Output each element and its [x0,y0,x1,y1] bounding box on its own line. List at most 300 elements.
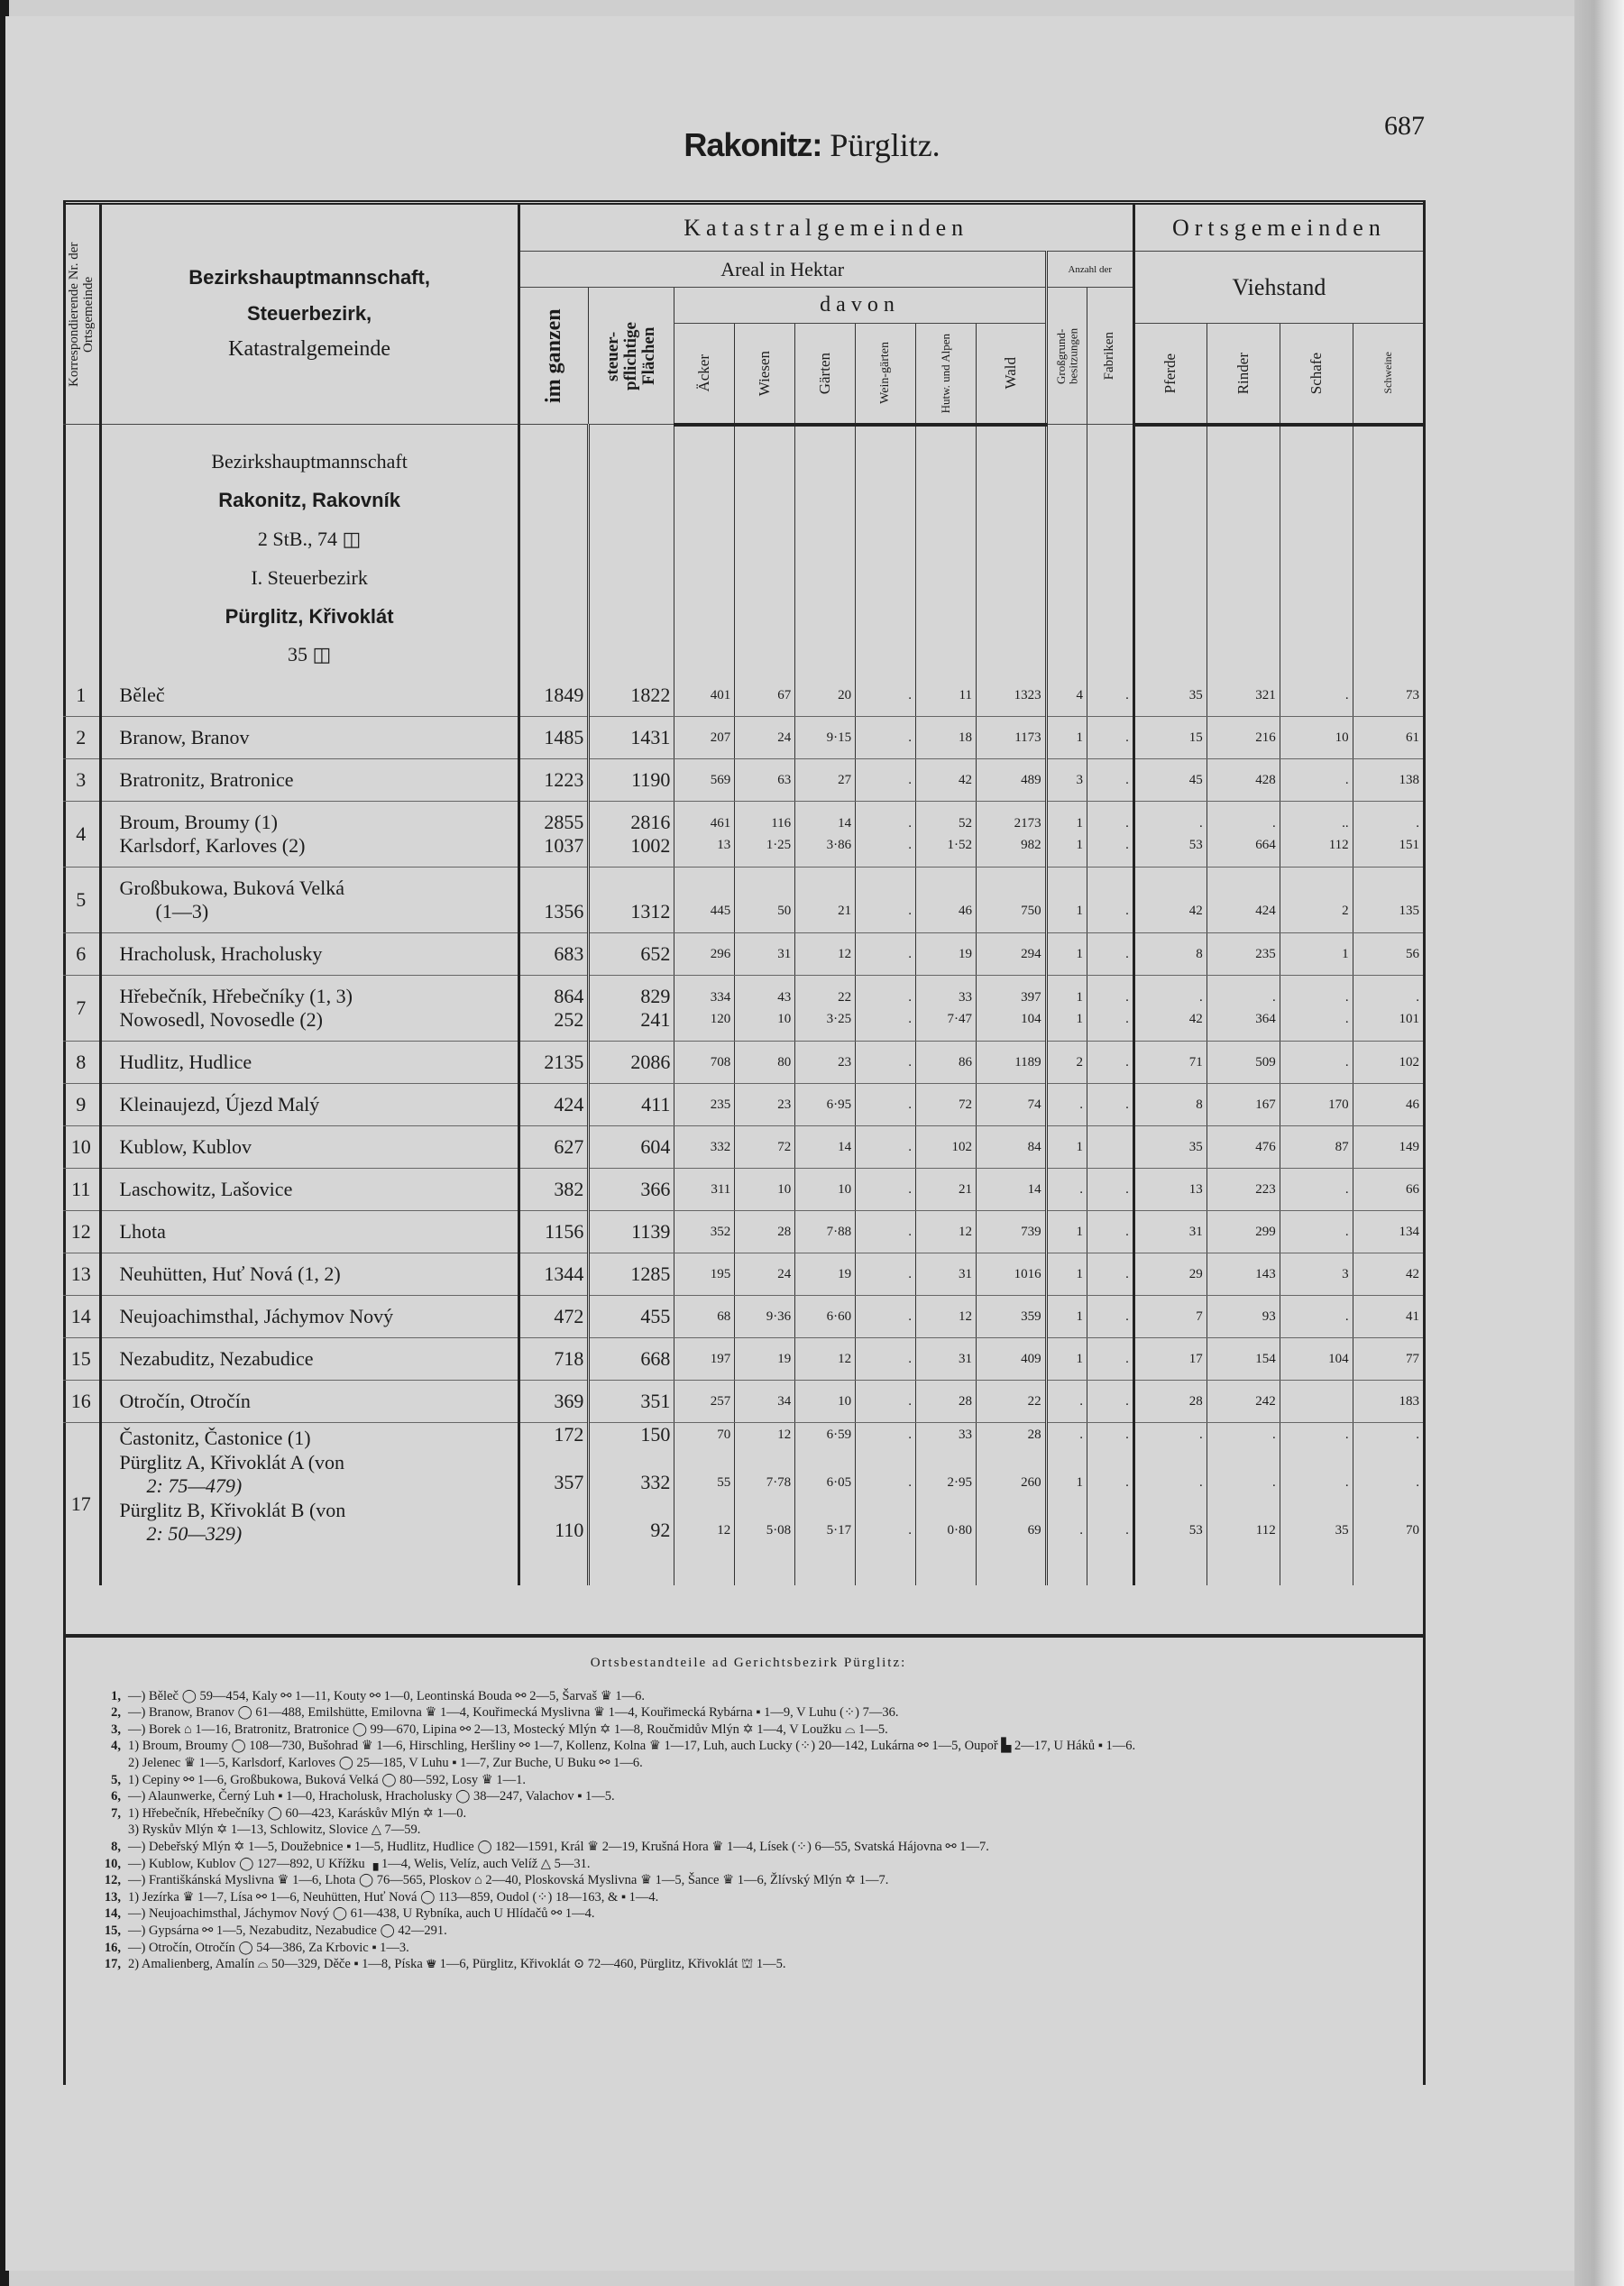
cell-wald [976,802,1046,868]
cell-pferde [1133,976,1207,1042]
cell-value: 116 [771,816,792,831]
cell-grossgrund: 4 [1046,675,1087,717]
cell-im-ganzen: 718 [518,1338,589,1381]
cell-value: 28 [1027,1428,1041,1443]
cell-steuerpflichtig: 1431 [589,717,674,759]
footnote-number: 1, [111,1688,121,1703]
cell-value: 92 [650,1519,671,1542]
cell-value: 150 [640,1423,671,1446]
cell-schweine [1353,802,1423,868]
page-edge [1574,0,1624,2286]
cell-value: 70 [1406,1523,1419,1538]
cell-value [735,878,791,900]
district-intro [100,425,518,675]
row-number: 7 [63,976,100,1042]
footnote-text: —) Kublow, Kublov ◯ 127—892, U Křížku ▗ 1—4, Welis, Velíz, auch Velíž △ 5—31. [128,1856,591,1871]
footnote-item [90,1923,1407,1940]
footnote-item [90,1704,1407,1721]
cell-value [590,877,670,900]
footnote-item [90,1688,1407,1705]
cell-pferde [1133,868,1207,933]
cell-schweine: 73 [1353,675,1423,717]
row-number: 6 [63,933,100,976]
cell-schafe: . [1280,675,1353,717]
cell-value: 104 [1021,1012,1041,1027]
footnote-text: 1) Broum, Broumy ◯ 108—730, Bušohrad ♛ 1—6, Hirschling, Heršliny ⚯ 1—7, Kollenz, Kolna ♛ 1—17, Luh, auch Lucky (⁘) 20—142, Lukárna ⚯ 1—5, Oupoř ▙ 2—17, U Háků ▪ 1—6. [128,1739,1136,1754]
cell-grossgrund: 1 [1046,1296,1087,1338]
row-name [100,1211,518,1253]
cell-schweine [1353,976,1423,1042]
cell-im-ganzen: 369 [518,1381,589,1423]
cell-fabriken [1087,802,1133,868]
cell-value: 6·59 [826,1428,852,1443]
cell-value: . [1344,1428,1349,1443]
cell-aecker: 197 [674,1338,735,1381]
cell-value [1048,878,1083,900]
cell-rinder [1207,868,1280,933]
cell-weingaerten [856,1423,916,1586]
cell-rinder: 143 [1207,1253,1280,1296]
cell-wiesen [735,802,795,868]
cell-rinder: 154 [1207,1338,1280,1381]
footnote-text: —) Branow, Branov ◯ 61—488, Emilshütte, Emilovna ♛ 1—4, Kouřimecká Myslivna ♛ 1—4, Kouřimecká Rybárna ▪ 1—9, V Luhu (⁘) 7—36. [128,1705,899,1721]
footnote-text: —) Debeřský Mlýn ✡ 1—5, Doužebnice ▪ 1—5, Hudlitz, Hudlice ◯ 182—1591, Král ♛ 2—19, Krušná Hora ♛ 1—4, Lísek (⁘) 6—55, Svatská Hájovna ⚯ 1—7. [128,1839,989,1854]
cell-wiesen: 72 [735,1126,795,1169]
cell-hutweiden: 18 [916,717,977,759]
cell-value: 55 [717,1475,731,1491]
cell-value: . [1271,1428,1276,1443]
cell-weingaerten [856,868,916,933]
cell-value: 12 [717,1523,731,1538]
cell-rinder: 321 [1207,675,1280,717]
cell-gaerten: 10 [795,1381,856,1423]
cell-value [795,878,851,900]
cell-aecker [674,868,735,933]
row-name-line: Neujoachimsthal, Jáchymov Nový [119,1305,394,1328]
row-name [100,1084,518,1126]
row-name [100,717,518,759]
cell-value: 53 [1188,838,1203,853]
cell-value: . [1125,1428,1129,1443]
col-header-name: Bezirkshauptmannschaft, Steuerbezirk, Katastralgemeinde [100,203,518,425]
footnote-text: —) Neujoachimsthal, Jáchymov Nový ◯ 61—438, U Rybníka, auch U Hlídačů ⚯ 1—4. [128,1906,595,1922]
row-name-line: Nezabuditz, Nezabudice [119,1347,314,1371]
cell-value: 14 [838,816,852,831]
cell-pferde: 45 [1133,759,1207,802]
row-number: 12 [63,1211,100,1253]
row-number: 3 [63,759,100,802]
cell-aecker: 195 [674,1253,735,1296]
cell-value: 2855 [544,810,584,833]
cell-value: 12 [777,1428,792,1443]
cell-schweine: 183 [1353,1381,1423,1423]
footnote-item [90,1772,1407,1789]
row-name-line: Hracholusk, Hracholusky [119,942,323,966]
intro-tax-district-name: Pürglitz, Křivoklát [225,604,394,628]
cell-value: 0·80 [947,1523,972,1538]
cell-value: 1002 [630,834,671,858]
cell-value [977,878,1041,900]
cell-schafe [1280,1381,1353,1423]
cell-weingaerten: . [856,1253,916,1296]
cell-grossgrund: 1 [1046,1126,1087,1169]
cell-rinder: 167 [1207,1084,1280,1126]
col-header-wiesen: Wiesen [735,324,795,425]
row-name-line: Pürglitz A, Křivoklát A (von [119,1450,345,1474]
cell-fabriken [1087,868,1133,933]
cell-weingaerten: . [856,1169,916,1211]
cell-value: 10 [777,1012,792,1027]
cell-schweine: 42 [1353,1253,1423,1296]
cell-pferde: 35 [1133,675,1207,717]
cell-steuerpflichtig: 366 [589,1169,674,1211]
cell-im-ganzen: 683 [518,933,589,976]
cell-wald: 1173 [976,717,1046,759]
col-group-anzahl: Anzahl der [1046,252,1133,288]
cell-gaerten: 14 [795,1126,856,1169]
footnote-number: 7, [111,1805,121,1821]
cell-value [1135,878,1203,900]
cell-grossgrund: 2 [1046,1042,1087,1084]
cell-value: 5·17 [826,1523,852,1538]
cell-im-ganzen: 382 [518,1169,589,1211]
row-name-line: Neuhütten, Huť Nová (1, 2) [119,1262,341,1286]
footnote-text: —) Gypsárna ⚯ 1—5, Nezabuditz, Nezabudice ◯ 42—291. [128,1923,447,1938]
cell-value: . [1079,1428,1083,1443]
cell-wald: 74 [976,1084,1046,1126]
cell-schafe: . [1280,759,1353,802]
cell-weingaerten: . [856,675,916,717]
cell-schweine: 41 [1353,1296,1423,1338]
row-name-line: Branow, Branov [119,726,250,749]
footnotes [90,1655,1407,1973]
footnote-number: 16, [104,1940,121,1955]
cell-schweine: 66 [1353,1169,1423,1211]
row-name-line: Kublow, Kublov [119,1135,252,1159]
cell-im-ganzen: 1223 [518,759,589,802]
cell-rinder: 509 [1207,1042,1280,1084]
footnote-number [90,1755,128,1772]
footnote-text: 3) Ryskův Mlýn ✡ 1—13, Schlowitz, Slovice △ 7—59. [128,1822,421,1838]
cell-hutweiden: 12 [916,1211,977,1253]
cell-weingaerten: . [856,1126,916,1169]
cell-fabriken: . [1087,1084,1133,1126]
row-number: 16 [63,1381,100,1423]
row-number: 15 [63,1338,100,1381]
table-row [63,802,1423,868]
cell-value: 6·05 [826,1475,852,1491]
cell-schweine: 138 [1353,759,1423,802]
footnote-item [90,1905,1407,1923]
col-header-wald: Wald [976,324,1046,425]
cell-value: 1 [1076,1475,1083,1491]
cell-fabriken: . [1087,675,1133,717]
cell-fabriken [1087,1126,1133,1169]
cell-value: . [1344,990,1349,1005]
cell-value: 35 [1335,1523,1349,1538]
cell-rinder: 428 [1207,759,1280,802]
table-row [63,759,1423,802]
cell-value: 5·08 [766,1523,792,1538]
intro-tax-district-count: 35 ◫ [287,643,332,666]
cell-wald: 739 [976,1211,1046,1253]
col-group-davon: davon [674,288,1046,324]
col-header-gaerten: Gärten [795,324,856,425]
cell-schafe: 10 [1280,717,1353,759]
footnote-list [90,1688,1407,1973]
col-header-rinder: Rinder [1207,324,1280,425]
cell-weingaerten: . [856,717,916,759]
cell-gaerten: 20 [795,675,856,717]
cell-value: 1 [1076,904,1083,919]
table-row [63,1423,1423,1586]
cell-steuerpflichtig: 1139 [589,1211,674,1253]
row-name-line: Kleinaujezd, Újezd Malý [119,1093,320,1116]
cell-schweine: 102 [1353,1042,1423,1084]
cell-wiesen: 19 [735,1338,795,1381]
table-row [63,675,1423,717]
cell-hutweiden: 31 [916,1338,977,1381]
row-name-line: Karlsdorf, Karloves (2) [119,834,306,858]
cell-schafe: . [1280,1211,1353,1253]
cell-value: 22 [838,990,852,1005]
cell-hutweiden: 28 [916,1381,977,1423]
cell-grossgrund: . [1046,1381,1087,1423]
cell-wiesen [735,868,795,933]
footnote-text: —) Františkánská Myslivna ♛ 1—6, Lhota ◯ 76—565, Ploskov ⌂ 2—40, Ploskovská Myslivna ♛ 1—5, Šance ♛ 1—6, Žlívský Mlýn ✡ 1—7. [128,1873,889,1888]
cell-value: . [908,1523,913,1538]
cell-weingaerten: . [856,933,916,976]
cell-schweine: 61 [1353,717,1423,759]
row-name [100,976,518,1042]
cell-value: . [1079,1523,1083,1538]
cell-steuerpflichtig: 2086 [589,1042,674,1084]
cell-hutweiden [916,1423,977,1586]
table-row [63,717,1423,759]
row-name-line: Lhota [119,1220,166,1244]
cell-aecker: 352 [674,1211,735,1253]
cell-aecker: 708 [674,1042,735,1084]
row-name [100,1381,518,1423]
cell-value: 252 [554,1008,584,1032]
cell-value: 334 [710,990,731,1005]
page-number: 687 [1384,111,1425,141]
cell-fabriken: . [1087,1042,1133,1084]
intro-district-count: 2 StB., 74 ◫ [257,527,362,550]
table-row [63,1042,1423,1084]
cell-value: 664 [1255,838,1276,853]
col-header-weingaerten: Wein-gärten [856,324,916,425]
cell-schafe [1280,802,1353,868]
table-row [63,1381,1423,1423]
cell-hutweiden: 102 [916,1126,977,1169]
cell-im-ganzen [518,802,589,868]
cell-value [1207,878,1276,900]
cell-value: 424 [1255,904,1276,919]
cell-gaerten: 9·15 [795,717,856,759]
col-group-areal: Areal in Hektar [518,252,1046,288]
cell-steuerpflichtig: 668 [589,1338,674,1381]
table-bottom-rule [63,1634,1423,1638]
cell-wald: 84 [976,1126,1046,1169]
cell-value [520,877,584,900]
row-name [100,1253,518,1296]
cell-value: 982 [1021,838,1041,853]
cell-aecker: 311 [674,1169,735,1211]
table-row [63,1126,1423,1169]
cell-pferde [1133,1423,1207,1586]
col-header-schafe: Schafe [1280,324,1353,425]
col-header-aecker: Äcker [674,324,735,425]
footnote-item [90,1788,1407,1805]
cell-grossgrund: 1 [1046,1253,1087,1296]
footnote-item [90,1956,1407,1973]
cell-value: . [908,1012,913,1027]
cell-steuerpflichtig: 455 [589,1296,674,1338]
cell-wald: 1323 [976,675,1046,717]
footnote-text: —) Běleč ◯ 59—454, Kaly ⚯ 1—11, Kouty ⚯ 1—0, Leontinská Bouda ⚯ 2—5, Šarvaš ♛ 1—6. [128,1688,645,1703]
col-header-grossgrund: Großgrund-besitzungen [1046,288,1087,425]
cell-wald: 409 [976,1338,1046,1381]
row-name-line: Laschowitz, Lašovice [119,1178,293,1201]
cell-im-ganzen: 1849 [518,675,589,717]
cell-schweine: 149 [1353,1126,1423,1169]
cell-aecker: 68 [674,1296,735,1338]
cell-value: . [1199,1428,1203,1443]
cell-value: 46 [958,904,972,919]
cell-pferde: 29 [1133,1253,1207,1296]
cell-hutweiden [916,976,977,1042]
cell-im-ganzen: 627 [518,1126,589,1169]
footnote-item [90,1940,1407,1957]
cell-wald: 1016 [976,1253,1046,1296]
cell-weingaerten: . [856,759,916,802]
title-court-district: Pürglitz. [821,127,940,163]
cell-grossgrund: . [1046,1169,1087,1211]
cell-fabriken: . [1087,1381,1133,1423]
cell-gaerten: 6·95 [795,1084,856,1126]
cell-pferde [1133,802,1207,868]
cell-value: . [1416,816,1419,831]
cell-pferde: 13 [1133,1169,1207,1211]
footnote-item [90,1856,1407,1873]
footnote-number: 14, [104,1906,121,1922]
cell-rinder: 216 [1207,717,1280,759]
cell-steuerpflichtig [589,802,674,868]
cell-hutweiden: 86 [916,1042,977,1084]
cell-aecker: 401 [674,675,735,717]
cell-wald: 294 [976,933,1046,976]
footnote-item [90,1839,1407,1856]
col-group-orts: Ortsgemeinden [1133,203,1423,252]
cell-value: . [908,990,913,1005]
footnote-text: 2) Jelenec ♛ 1—5, Karlsdorf, Karloves ◯ 25—185, V Luhu ▪ 1—7, Zur Buche, U Buku ⚯ 1—6. [128,1755,643,1770]
cell-value: 7·78 [766,1475,792,1491]
cell-steuerpflichtig [589,868,674,933]
cell-value: 3·25 [826,1012,852,1027]
cell-im-ganzen: 424 [518,1084,589,1126]
cell-grossgrund: 3 [1046,759,1087,802]
cell-wiesen: 67 [735,675,795,717]
cell-value: 241 [640,1008,671,1032]
statistics-table [63,200,1423,1585]
cell-value: 70 [717,1428,731,1443]
cell-rinder: 235 [1207,933,1280,976]
cell-value: 1037 [544,834,584,858]
row-name-line: Otročín, Otročín [119,1390,251,1413]
row-name-line: Pürglitz B, Křivoklát B (von [119,1498,346,1521]
cell-pferde: 17 [1133,1338,1207,1381]
footnote-item [90,1872,1407,1889]
cell-grossgrund: 1 [1046,1338,1087,1381]
cell-weingaerten: . [856,1042,916,1084]
cell-hutweiden: 31 [916,1253,977,1296]
cell-value: 110 [555,1519,584,1542]
cell-value: 1·25 [766,838,792,853]
cell-schafe: 1 [1280,933,1353,976]
cell-schweine: 134 [1353,1211,1423,1253]
footnote-number: 6, [111,1789,121,1804]
cell-value: 43 [777,990,792,1005]
cell-value: 2816 [630,810,671,833]
cell-value: 750 [1021,904,1041,919]
cell-value: 1 [1076,990,1083,1005]
cell-value: . [908,904,913,919]
cell-aecker: 569 [674,759,735,802]
cell-value [856,878,912,900]
cell-value: . [1416,1475,1419,1491]
table-row [63,1338,1423,1381]
cell-aecker: 207 [674,717,735,759]
cell-wald: 14 [976,1169,1046,1211]
cell-value: 42 [1188,904,1203,919]
footnote-text: —) Otročín, Otročín ◯ 54—386, Za Krbovic ▪ 1—3. [128,1940,409,1955]
cell-value: 21 [838,904,852,919]
cell-value: 120 [710,1012,731,1027]
cell-schafe [1280,868,1353,933]
cell-wiesen [735,1423,795,1586]
cell-value: . [1271,1475,1276,1491]
cell-schafe: 170 [1280,1084,1353,1126]
cell-hutweiden: 11 [916,675,977,717]
cell-weingaerten [856,802,916,868]
row-name [100,933,518,976]
col-header-fabriken: Fabriken [1087,288,1133,425]
cell-value: 101 [1399,1012,1419,1027]
intro-district-name: Rakonitz, Rakovník [218,488,400,511]
cell-schafe: . [1280,1169,1353,1211]
row-number: 10 [63,1126,100,1169]
footnote-number: 2, [111,1705,121,1721]
cell-gaerten [795,976,856,1042]
footnote-number [90,1822,128,1839]
cell-wald [976,976,1046,1042]
row-name [100,1296,518,1338]
row-number: 4 [63,802,100,868]
cell-steuerpflichtig: 604 [589,1126,674,1169]
cell-pferde: 15 [1133,717,1207,759]
cell-value: 7·47 [947,1012,972,1027]
footnote-number: 4, [111,1739,121,1754]
cell-value: . [1125,1523,1129,1538]
footnote-number: 17, [104,1957,121,1972]
cell-weingaerten: . [856,1084,916,1126]
footnote-number: 5, [111,1772,121,1787]
cell-rinder [1207,976,1280,1042]
row-number: 11 [63,1169,100,1211]
cell-value [916,878,972,900]
cell-steuerpflichtig: 1285 [589,1253,674,1296]
